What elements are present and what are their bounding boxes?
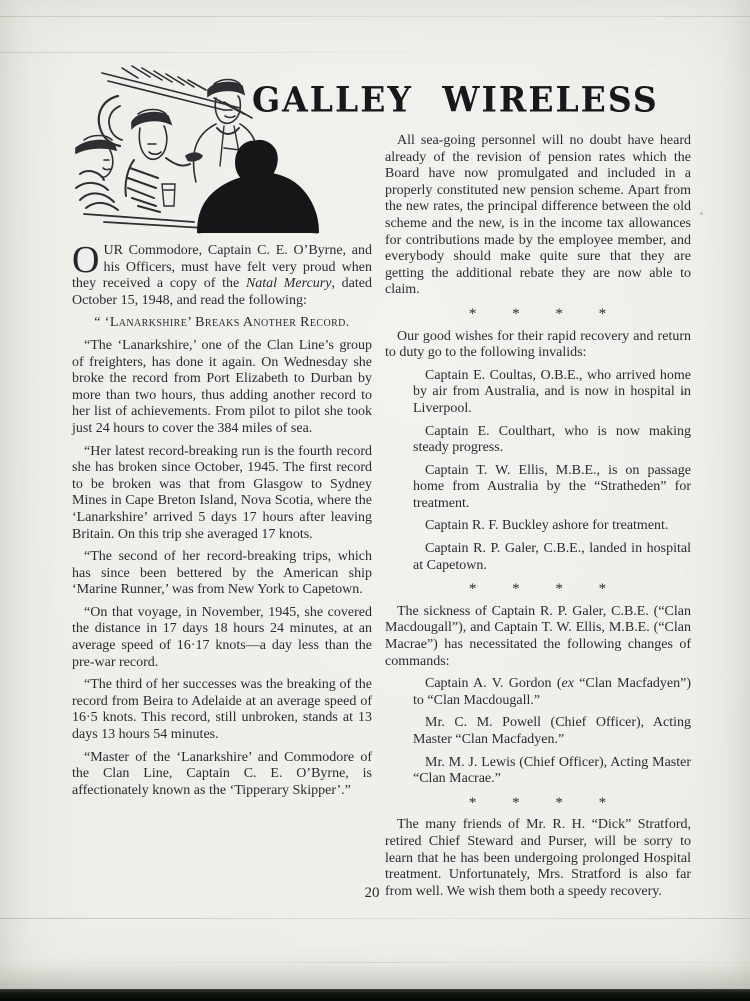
publication-name: Natal Mercury [245, 276, 332, 292]
silhouette-figure [198, 141, 318, 232]
star-separator: * * * * [468, 305, 608, 322]
paper-crease [0, 52, 750, 53]
left-column [72, 239, 372, 805]
paper-crease [0, 16, 750, 17]
page-number: 20 [364, 885, 380, 901]
star-separator: * * * * [468, 581, 608, 598]
invalid-item: Captain R. P. Galer, C.B.E., landed in hospital at Capetown. [413, 541, 691, 573]
command-change-item [385, 676, 691, 709]
command-text: Captain A. V. Gordon ( [425, 676, 562, 692]
article-paragraph: “Her latest record-breaking run is the fourth record she has broken since October, 1945. The first record to be broken was that from Glasgow to Sydney Mines in Cape Breton Island, Nova Scotia, where the ‘Lanarkshire’ arrived 5 days 17 hours after leaving Britain. On this trip she averaged 17 knots. [72, 443, 372, 542]
scan-edge [0, 989, 750, 1001]
page-title: GALLEY WIRELESS [252, 79, 659, 120]
right-column [385, 133, 691, 906]
lead-text-after: , dated October 15, 1948, and read the following: [72, 276, 372, 308]
pension-paragraph: All sea-going personnel will no doubt have heard already of the revision of pension rates which the Board have now promulgated and included in a properly constituted new pension scheme. Apart from the new rates, the principal difference between the old scheme and the new, is in the income tax allowances for contributions made by the employee member, and everybody should make quite sure that they are getting the additional rebate they are now able to claim. [385, 133, 691, 298]
article-paragraph: “Master of the ‘Lanarkshire’ and Commodore of the Clan Line, Captain C. E. O’Byrne, is affectionately known as the ‘Tipperary Skipper’.” [72, 749, 372, 798]
lead-paragraph [72, 239, 372, 309]
sickness-paragraph: The sickness of Captain R. P. Galer, C.B.E. (“Clan Macdougall”), and Captain T. W. Ellis, M.B.E. (“Clan Macrae”) has necessitated the following changes of commands: [385, 603, 691, 669]
stratford-paragraph: The many friends of Mr. R. H. “Dick” Stratford, retired Chief Steward and Purser, will be sorry to learn that he has been undergoing prolonged Hospital treatment. Unfortunately, Mrs. Stratford is also far from well. We wish them both a speedy recovery. [385, 817, 691, 899]
invalid-item: Captain R. F. Buckley ashore for treatment. [425, 518, 669, 534]
paper-crease [0, 918, 750, 919]
invalid-item: Captain E. Coulthart, who is now making steady progress. [413, 423, 691, 456]
article-heading: “ ‘Lanarkshire’ Breaks Another Record. [94, 315, 350, 331]
article-paragraph: “The third of her successes was the breaking of the record from Beira to Adelaide at an average speed of 16·5 knots. This record, still unbroken, stands at 13 days 13 hours 54 minutes. [72, 677, 372, 743]
invalid-item: Captain E. Coultas, O.B.E., who arrived home by air from Australia, and is now in hospital in Liverpool. [413, 367, 691, 416]
lead-text: UR Commodore, Captain C. E. O’Byrne, and his Officers, must have felt very proud when they received a copy of the [72, 243, 372, 292]
ex-italic: ex [561, 676, 574, 692]
command-change-item: Mr. C. M. Powell (Chief Officer), Acting Master “Clan Macfadyen.” [413, 715, 691, 747]
star-separator: * * * * [468, 794, 608, 811]
article-paragraph: “The second of her record-breaking trips, which has since been bettered by the American ship ‘Marine Runner,’ was from New York to Capetown. [72, 549, 372, 598]
invalid-item: Captain T. W. Ellis, M.B.E., is on passage home from Australia by the “Stratheden” for treatment. [413, 462, 691, 511]
invalids-intro: Our good wishes for their rapid recovery and return to duty go to the following invalids: [385, 328, 691, 361]
command-text-after: “Clan Macfadyen”) to “Clan Macdougall.” [413, 676, 691, 708]
paper-speck [700, 212, 703, 215]
command-change-item: Mr. M. J. Lewis (Chief Officer), Acting Master “Clan Macrae.” [413, 754, 691, 787]
article-paragraph: “The ‘Lanarkshire,’ one of the Clan Line’s group of freighters, has done it again. On Wednesday she broke the record from Port Elizabeth to Durban by more than two hours, thus adding another record to her list of achievements. From pilot to pilot she took just 24 hours to cover the 384 miles of sea. [72, 337, 372, 436]
article-paragraph: “On that voyage, in November, 1945, she covered the distance in 17 days 18 hours 24 minutes, at an average speed of 16·17 knots—a day less than the pre-war record. [72, 604, 372, 670]
dropcap-letter: O [72, 239, 100, 281]
